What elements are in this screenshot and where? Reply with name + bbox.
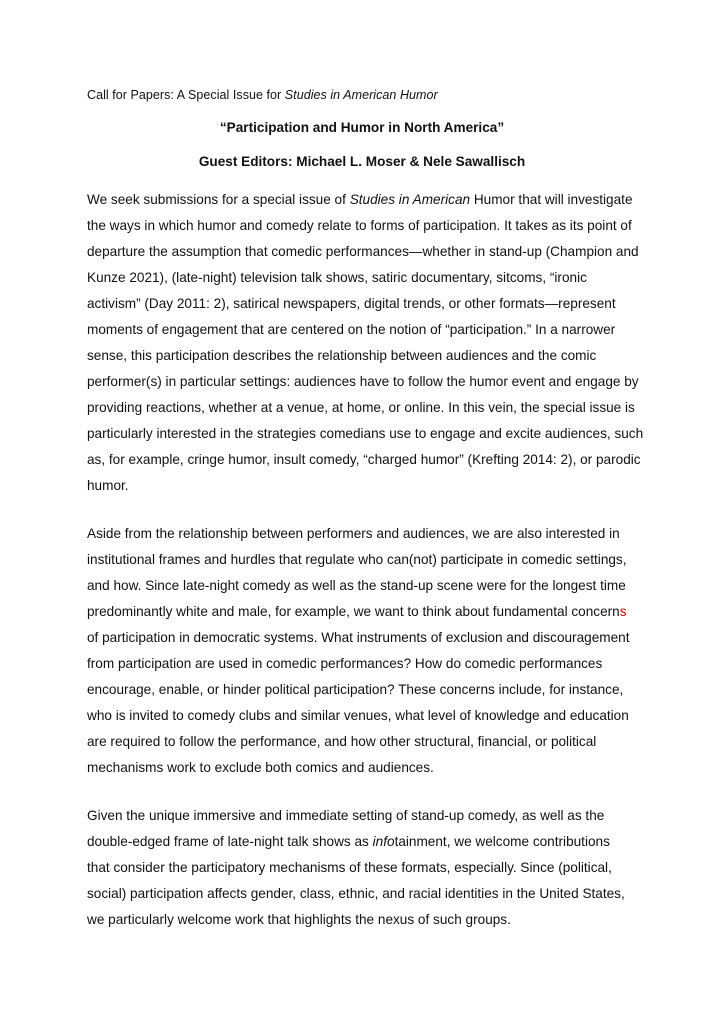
paragraph-line: we particularly welcome work that highlights the nexus of such groups. [87,912,511,927]
paragraph-line: departure the assumption that comedic performances—whether in stand-up (Champion and [87,244,639,259]
highlighted-letter: s [619,604,627,619]
paragraph-line: Kunze 2021), (late-night) television talk shows, satiric documentary, sitcoms, “ironic [87,270,587,285]
paragraph-line: the ways in which humor and comedy relate to forms of participation. It takes as its point of [87,218,632,233]
text-run: Humor that will investigate [470,192,633,207]
paragraph-line: mechanisms work to exclude both comics and audiences. [87,760,434,775]
paragraph-line: providing reactions, whether at a venue, at home, or online. In this vein, the special issue is [87,400,635,415]
paragraph-line: humor. [87,478,129,493]
paragraph-line: moments of engagement that are centered on the notion of “participation.” In a narrower [87,322,616,337]
paragraph-line: social) participation affects gender, class, ethnic, and racial identities in the United States, [87,886,625,901]
paragraph-line: activism” (Day 2011: 2), satirical newspapers, digital trends, or other formats—represent [87,296,616,311]
paragraph-line: encourage, enable, or hinder political participation? These concerns include, for instance, [87,682,624,697]
paragraph-line: of participation in democratic systems. What instruments of exclusion and discouragement [87,630,630,645]
paragraph-line: performer(s) in particular settings: audiences have to follow the humor event and engage by [87,374,639,389]
paragraph-line [87,829,657,855]
paragraph-line: Given the unique immersive and immediate setting of stand-up comedy, as well as the [87,808,605,823]
paragraph-3 [87,803,657,933]
paragraph-line: are required to follow the performance, and how other structural, financial, or political [87,734,597,749]
text-run: double-edged frame of late-night talk shows as [87,834,373,849]
paragraph-line: who is invited to comedy clubs and similar venues, what level of knowledge and education [87,708,629,723]
paragraph-line: sense, this participation describes the relationship between audiences and the comic [87,348,597,363]
paragraph-line: that consider the participatory mechanisms of these formats, especially. Since (political, [87,860,612,875]
paragraph-line [87,187,657,213]
header-prefix: Call for Papers: A Special Issue for [87,88,285,102]
paragraph-2 [87,521,657,781]
paragraph-line: and how. Since late-night comedy as well as the stand-up scene were for the longest time [87,578,626,593]
text-run: predominantly white and male, for example, we want to think about fundamental concern [87,604,620,619]
paragraph-line: Aside from the relationship between performers and audiences, we are also interested in [87,526,620,541]
issue-title: “Participation and Humor in North America” [219,120,505,135]
paragraph-line: institutional frames and hurdles that regulate who can(not) participate in comedic settings, [87,552,627,567]
paragraph-line [87,599,657,625]
paragraph-line: particularly interested in the strategies comedians use to engage and excite audiences, such [87,426,644,441]
journal-name: Studies in American Humor [284,88,438,102]
italic-word: info [372,834,395,849]
italic-journal-title: Studies in American [349,192,471,207]
call-for-papers-header [87,88,438,102]
guest-editors: Guest Editors: Michael L. Moser & Nele Sawallisch [198,154,526,169]
paragraph-line: as, for example, cringe humor, insult comedy, “charged humor” (Krefting 2014: 2), or parodic [87,452,641,467]
text-run: tainment, we welcome contributions [394,834,610,849]
text-run: We seek submissions for a special issue of [87,192,350,207]
paragraph-1 [87,187,657,499]
paragraph-line: from participation are used in comedic performances? How do comedic performances [87,656,603,671]
